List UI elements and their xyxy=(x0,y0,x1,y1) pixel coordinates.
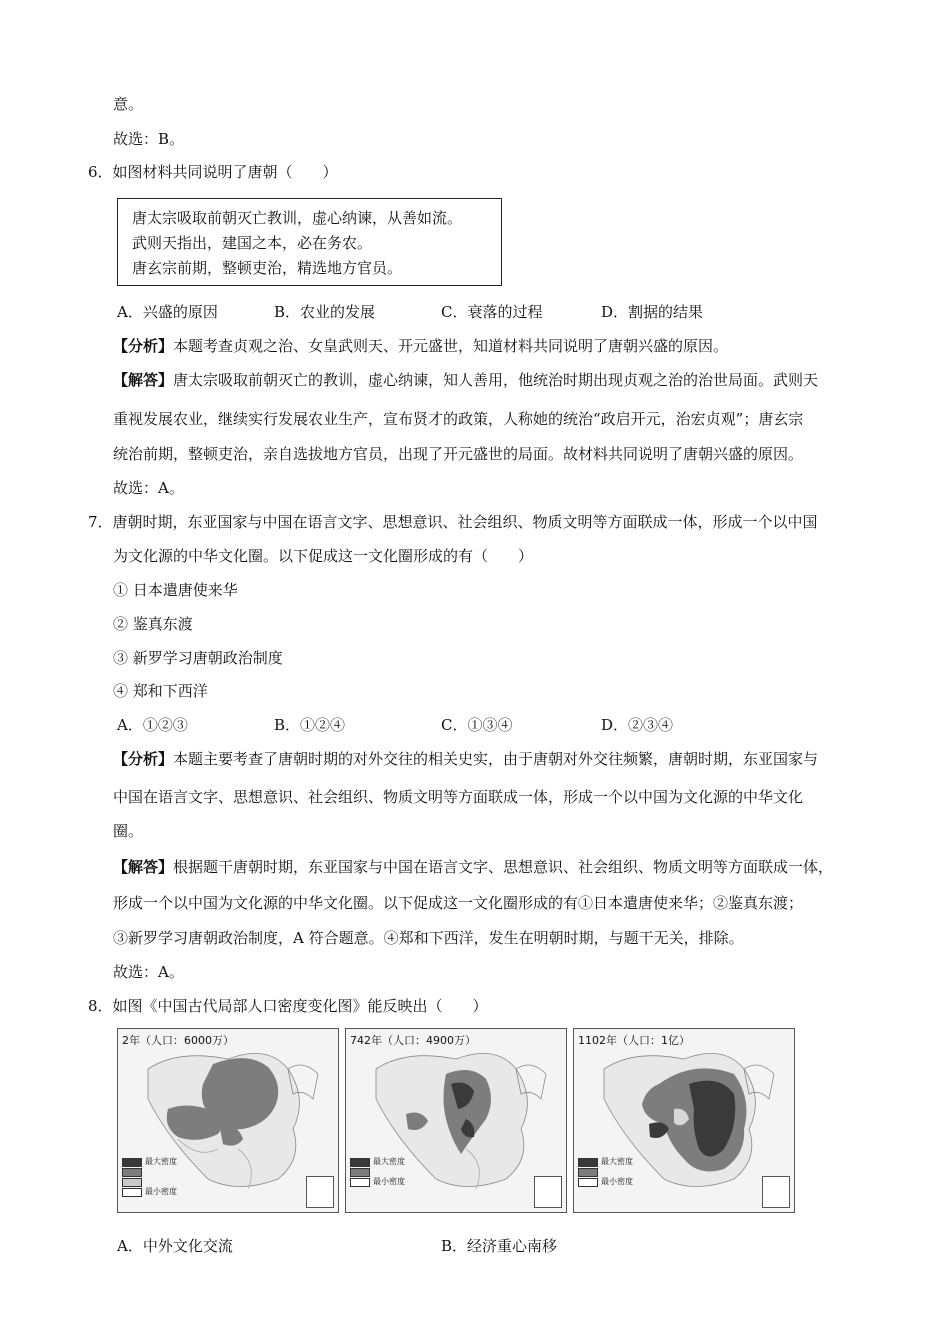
list-item: ④ 郑和下西洋 xyxy=(113,682,208,700)
analysis-text: 中国在语言文字、思想意识、社会组织、物质文明等方面联成一体，形成一个以中国为文化源的中华文化 xyxy=(113,788,804,806)
question-7-stem: 7．唐朝时期，东亚国家与中国在语言文字、思想意识、社会组织、物质文明等方面联成一体，形成一个以中国 xyxy=(88,513,818,531)
population-density-maps xyxy=(117,1028,795,1213)
legend-swatch xyxy=(122,1168,142,1177)
option-a: A．①②③ xyxy=(117,716,188,734)
map-legend xyxy=(350,1157,405,1187)
answer-text: ③新罗学习唐朝政治制度，A 符合题意。④郑和下西洋，发生在明朝时期，与题干无关，排除。 xyxy=(113,929,744,947)
legend-item xyxy=(578,1157,633,1167)
option-a: A．中外文化交流 xyxy=(117,1237,233,1255)
text-line: 故选：B。 xyxy=(113,130,185,148)
map-legend xyxy=(578,1157,633,1187)
option-c: C．衰落的过程 xyxy=(441,303,543,321)
map-inset xyxy=(534,1176,562,1208)
question-6-stem: 6．如图材料共同说明了唐朝（ ） xyxy=(88,163,338,181)
analysis-tag: 【分析】 xyxy=(113,750,174,768)
legend-item xyxy=(122,1187,177,1197)
map-inset xyxy=(306,1176,334,1208)
legend-item xyxy=(350,1167,405,1177)
choice-text: 故选：A。 xyxy=(113,479,184,497)
legend-label: 最大密度 xyxy=(145,1157,177,1166)
list-item: ② 鉴真东渡 xyxy=(113,615,193,633)
answer-text: 重视发展农业，继续实行发展农业生产，宣布贤才的政策，人称她的统治“政启开元，治宏贞观”；唐玄宗 xyxy=(113,410,804,428)
legend-swatch xyxy=(350,1158,370,1167)
question-8-stem: 8．如图《中国古代局部人口密度变化图》能反映出（ ） xyxy=(88,997,488,1015)
legend-swatch xyxy=(350,1168,370,1177)
map-legend xyxy=(122,1157,177,1197)
analysis-text: 圈。 xyxy=(113,822,144,840)
choice-text: 故选：A。 xyxy=(113,963,184,981)
text-line: 意。 xyxy=(113,95,144,113)
legend-label: 最小密度 xyxy=(601,1177,633,1186)
answer-paragraph xyxy=(113,857,833,877)
answer-text: 形成一个以中国为文化源的中华文化圈。以下促成这一文化圈形成的有①日本遣唐使来华；②鉴真东渡； xyxy=(113,894,804,912)
legend-item xyxy=(122,1177,177,1187)
legend-label: 最大密度 xyxy=(601,1157,633,1166)
option-b: B．农业的发展 xyxy=(274,303,376,321)
legend-label: 最小密度 xyxy=(373,1177,405,1186)
legend-swatch xyxy=(122,1158,142,1167)
map-inset xyxy=(762,1176,790,1208)
analysis-paragraph xyxy=(113,749,818,769)
legend-item xyxy=(122,1157,177,1167)
option-b: B．①②④ xyxy=(274,716,346,734)
answer-text: 根据题干唐朝时期，东亚国家与中国在语言文字、思想意识、社会组织、物质文明等方面联成一体， xyxy=(173,858,834,876)
option-a: A．兴盛的原因 xyxy=(117,303,218,321)
analysis-tag: 【分析】 xyxy=(113,337,174,355)
legend-item xyxy=(350,1177,405,1187)
map-year-742 xyxy=(345,1028,567,1213)
analysis-text: 本题考查贞观之治、女皇武则天、开元盛世，知道材料共同说明了唐朝兴盛的原因。 xyxy=(173,337,729,355)
answer-text: 统治前期，整顿吏治，亲自选拔地方官员，出现了开元盛世的局面。故材料共同说明了唐朝兴盛的原因。 xyxy=(113,445,804,463)
legend-item xyxy=(578,1167,633,1177)
material-line: 唐太宗吸取前朝灭亡教训，虚心纳谏，从善如流。 xyxy=(132,209,463,227)
legend-swatch xyxy=(122,1178,142,1187)
legend-swatch xyxy=(578,1178,598,1187)
map-caption: 742年（人口：4900万） xyxy=(350,1034,476,1047)
material-box xyxy=(117,198,502,286)
option-d: D．割据的结果 xyxy=(601,303,704,321)
material-line: 武则天指出，建国之本，必在务农。 xyxy=(132,234,373,252)
answer-tag: 【解答】 xyxy=(113,371,174,389)
map-caption: 1102年（人口：1亿） xyxy=(578,1034,690,1047)
legend-label: 最小密度 xyxy=(145,1187,177,1196)
legend-swatch xyxy=(350,1178,370,1187)
legend-swatch xyxy=(122,1188,142,1197)
option-d: D．②③④ xyxy=(601,716,674,734)
legend-item xyxy=(350,1157,405,1167)
list-item: ① 日本遣唐使来华 xyxy=(113,581,238,599)
analysis-text: 本题主要考查了唐朝时期的对外交往的相关史实，由于唐朝对外交往频繁，唐朝时期，东亚国家与 xyxy=(173,750,819,768)
answer-paragraph xyxy=(113,370,818,390)
legend-item xyxy=(578,1177,633,1187)
analysis-paragraph xyxy=(113,336,728,356)
answer-tag: 【解答】 xyxy=(113,858,174,876)
legend-swatch xyxy=(578,1168,598,1177)
map-caption: 2年（人口：6000万） xyxy=(122,1034,234,1047)
map-year-2 xyxy=(117,1028,339,1213)
answer-text: 唐太宗吸取前朝灭亡的教训，虚心纳谏，知人善用，他统治时期出现贞观之治的治世局面。武则天 xyxy=(173,371,819,389)
legend-swatch xyxy=(578,1158,598,1167)
list-item: ③ 新罗学习唐朝政治制度 xyxy=(113,649,283,667)
material-line: 唐玄宗前期，整顿吏治，精选地方官员。 xyxy=(132,259,403,277)
question-7-stem: 为文化源的中华文化圈。以下促成这一文化圈形成的有（ ） xyxy=(113,547,534,565)
legend-label: 最大密度 xyxy=(373,1157,405,1166)
option-c: C．①③④ xyxy=(441,716,513,734)
legend-item xyxy=(122,1167,177,1177)
map-year-1102 xyxy=(573,1028,795,1213)
option-b: B．经济重心南移 xyxy=(441,1237,558,1255)
